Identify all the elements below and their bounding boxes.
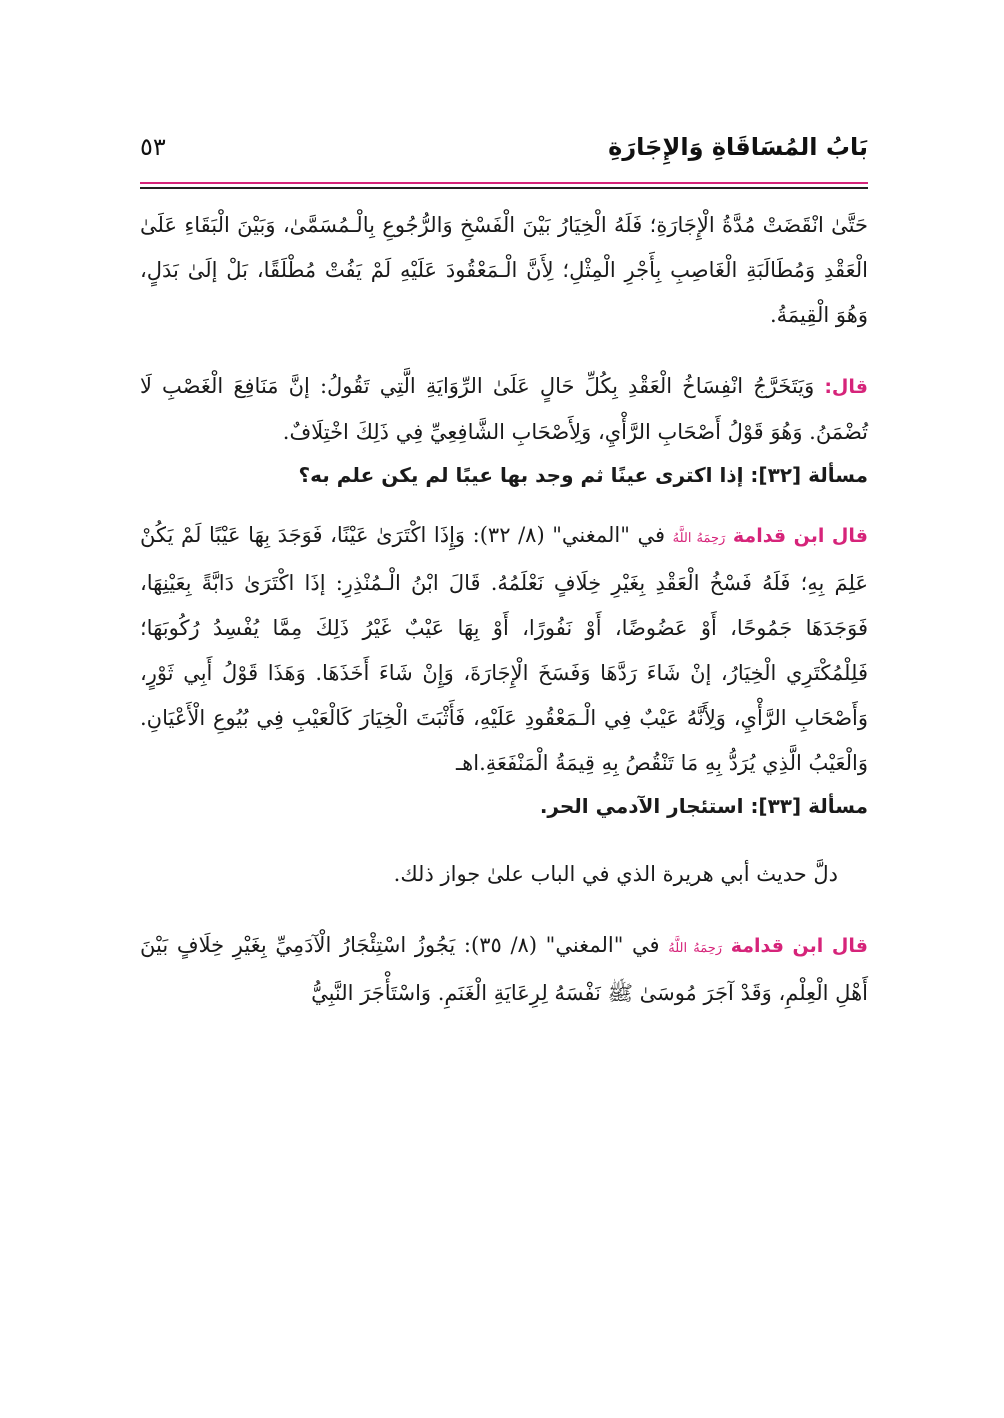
paragraph-ibn-qudama-1 xyxy=(140,513,868,786)
issue-heading-32: مسألة [٣٢]: إذا اكترى عينًا ثم وجد بها عيبًا لم يكن علم به؟ xyxy=(298,463,868,487)
running-header xyxy=(140,118,868,176)
paragraph-ibn-qudama-2 xyxy=(140,923,868,1016)
issue-heading-33: مسألة [٣٣]: استئجار الآدمي الحر. xyxy=(539,794,868,818)
book-page xyxy=(140,118,868,1016)
speaker-label: قال ابن قدامة xyxy=(730,935,868,957)
page-number: ٥٣ xyxy=(140,133,166,161)
paragraph-text: وَيَتَخَرَّجُ انْفِسَاخُ الْعَقْدِ بِكُلِّ حَالٍ عَلَىٰ الرِّوَايَةِ الَّتِي تَقُولُ: إنَّ مَنَافِعَ الْغَصْبِ لَا تُضْمَنُ. وَهُوَ قَوْلُ أَصْحَابِ الرَّأْيِ، وَلِأَصْحَابِ الشَّافِعِيِّ فِي ذَلِكَ اخْتِلَافٌ. xyxy=(140,374,868,444)
header-rule-pink xyxy=(140,182,868,184)
paragraph-text: في "المغني" (٨/ ٣٢): وَإِذَا اكْتَرَىٰ عَيْنًا، فَوَجَدَ بِهَا عَيْبًا لَمْ يَكُنْ عَلِمَ بِهِ؛ فَلَهُ فَسْخُ الْعَقْدِ بِغَيْرِ خِلَافٍ نَعْلَمُهُ. قَالَ ابْنُ الْـمُنْذِرِ: إذَا اكْتَرَىٰ دَابَّةً بِعَيْنِهَا، فَوَجَدَهَا جَمُوحًا، أَوْ عَضُوضًا، أَوْ نَفُورًا، أَوْ بِهَا عَيْبٌ غَيْرُ ذَلِكَ مِمَّا يُفْسِدُ رُكُوبَهَا؛ فَلِلْمُكْتَرِي الْخِيَارُ، إنْ شَاءَ رَدَّهَا وَفَسَخَ الْإِجَارَةَ، وَإِنْ شَاءَ أَخَذَهَا. وَهَذَا قَوْلُ أَبِي ثَوْرٍ، وَأَصْحَابِ الرَّأْيِ، وَلِأَنَّهُ عَيْبٌ فِي الْـمَعْقُودِ عَلَيْهِ، فَأَثْبَتَ الْخِيَارَ كَالْعَيْبِ فِي بُيُوعِ الْأَعْيَانِ. وَالْعَيْبُ الَّذِي يُرَدُّ بِهِ مَا تَنْقُصُ بِهِ قِيمَةُ الْمَنْفَعَةِ.اهـ xyxy=(140,523,868,775)
paragraph-continuation: حَتَّىٰ انْقَضَتْ مُدَّةُ الْإِجَارَةِ؛ فَلَهُ الْخِيَارُ بَيْنَ الْفَسْخِ وَالرُّجُوعِ بِالْـمُسَمَّىٰ، وَبَيْنَ الْبَقَاءِ عَلَىٰ الْعَقْدِ وَمُطَالَبَةِ الْغَاصِبِ بِأَجْرِ الْمِثْلِ؛ لِأَنَّ الْـمَعْقُودَ عَلَيْهِ لَمْ يَفُتْ مُطْلَقًا، بَلْ إلَىٰ بَدَلٍ، وَهُوَ الْقِيمَةُ. xyxy=(140,213,868,327)
speaker-label: قال: xyxy=(824,376,868,398)
paragraph-hadith-note: دلَّ حديث أبي هريرة الذي في الباب علىٰ جواز ذلك. xyxy=(393,862,838,886)
honorific-glyph: رَحِمَهُ اللَّهُ xyxy=(672,531,726,546)
honorific-glyph: رَحِمَهُ اللَّهُ xyxy=(668,941,723,956)
chapter-title: بَابُ المُسَاقَاةِ وَالإِجَارَةِ xyxy=(608,133,868,161)
paragraph-qala xyxy=(140,364,868,455)
header-rule-black xyxy=(140,187,868,189)
paragraph-text: في "المغني" (٨/ ٣٥): يَجُوزُ اسْتِئْجَارُ الْآدَمِيِّ بِغَيْرِ خِلَافٍ بَيْنَ أَهْلِ الْعِلْمِ، وَقَدْ آجَرَ مُوسَىٰ ﷺ نَفْسَهُ لِرِعَايَةِ الْغَنَمِ. وَاسْتَأْجَرَ النَّبِيُّ xyxy=(140,933,868,1005)
speaker-label: قال ابن قدامة xyxy=(732,525,868,547)
